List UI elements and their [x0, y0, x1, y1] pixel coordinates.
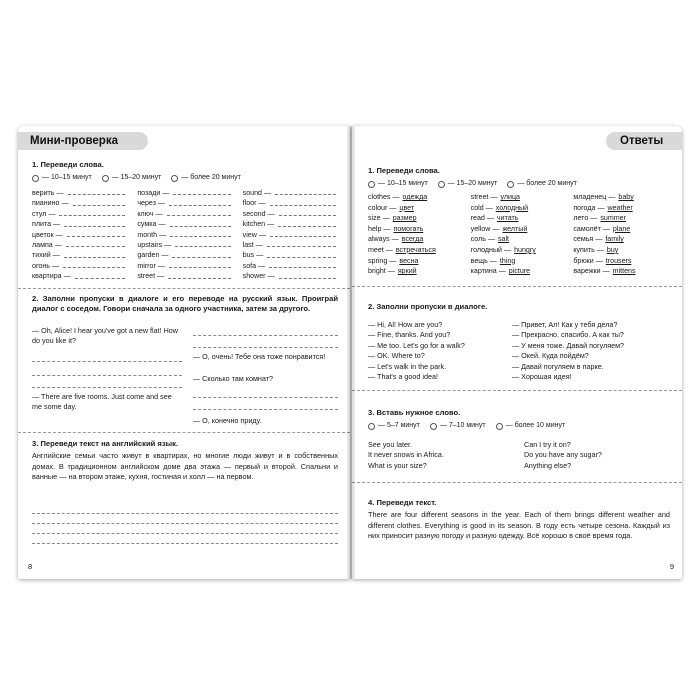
- blank-line: [32, 514, 338, 524]
- word-prompt: [32, 271, 127, 281]
- right-ex4-text: There are four different seasons in the year. Each of them brings different weather and different clothes. Everything is good in its season. В году есть четыре сезона. Каждый из них приносит разную погоду и разную одежду. Всё хорошо в своё время года.: [368, 510, 670, 541]
- neutral-face-icon: [102, 175, 109, 182]
- answer-lines: [32, 504, 338, 544]
- word-label: read —: [470, 214, 494, 223]
- word-prompt: [32, 250, 127, 260]
- word-translation: buy: [606, 245, 619, 254]
- dashed-separator: [18, 432, 350, 433]
- word-label: cold —: [470, 203, 493, 212]
- left-exercise-2: [32, 294, 338, 314]
- word-label: огонь —: [32, 261, 59, 270]
- word-translation: размер: [392, 214, 417, 223]
- blank-line: [169, 198, 231, 205]
- blank-line: [73, 198, 126, 205]
- happy-face-icon: [368, 423, 375, 430]
- word-translation: желтый: [502, 224, 528, 233]
- dialog-line: — У меня тоже. Давай погуляем?: [512, 340, 625, 350]
- word-label: ключ —: [137, 209, 163, 218]
- left-ex3-title: 3. Переведи текст на английский язык.: [32, 439, 179, 448]
- word-label: семья —: [573, 235, 603, 244]
- word-prompt: [32, 198, 127, 208]
- word-label: сумка —: [137, 220, 166, 229]
- word-answer: [368, 192, 463, 203]
- right-ex3-sentences-left: [368, 440, 518, 471]
- timing-label: — 10–15 минут: [378, 180, 428, 187]
- word-translation: одежда: [402, 193, 428, 201]
- word-prompt: [137, 240, 232, 250]
- word-label: соль —: [470, 235, 495, 244]
- timing-label: — 7–10 минут: [439, 422, 486, 429]
- word-answer: [573, 213, 668, 224]
- word-prompt: [137, 261, 232, 271]
- word-prompt: [32, 261, 127, 271]
- word-label: street —: [470, 193, 498, 201]
- word-translation: весна: [399, 256, 419, 265]
- word-translation: улица: [500, 193, 520, 201]
- word-answer: [573, 266, 668, 277]
- blank-line: [32, 524, 338, 534]
- word-translation: холодный: [495, 203, 529, 212]
- word-label: плита —: [32, 220, 61, 229]
- timing-label: — более 20 минут: [517, 180, 577, 187]
- word-label: картина —: [470, 267, 506, 276]
- word-translation: встречаться: [395, 245, 436, 254]
- timing-label: — 15–20 минут: [111, 174, 162, 181]
- right-ex3-sentences-right: [524, 440, 674, 471]
- right-ex2-title: 2. Заполни пропуски в диалоге.: [368, 302, 488, 311]
- word-prompt: [32, 188, 127, 198]
- neutral-face-icon: [438, 181, 445, 188]
- happy-face-icon: [368, 181, 375, 188]
- word-label: пианино —: [32, 199, 69, 208]
- word-label: yellow —: [470, 224, 500, 233]
- word-label: тихий —: [32, 251, 60, 260]
- blank-line: [168, 271, 231, 278]
- blank-line: [269, 261, 336, 268]
- word-label: позади —: [137, 189, 170, 197]
- word-label: цветок —: [32, 230, 63, 239]
- word-label: вещь —: [470, 256, 497, 265]
- word-label: view —: [242, 230, 266, 239]
- word-translation: baby: [618, 193, 634, 201]
- word-translation: weather: [607, 203, 633, 212]
- blank-line: [170, 219, 231, 226]
- word-label: лето —: [573, 214, 598, 223]
- dashed-separator: [352, 390, 682, 391]
- word-translation: помогать: [393, 224, 424, 233]
- word-prompt: [243, 250, 338, 260]
- word-prompt: [243, 198, 338, 208]
- left-ex3-text: Английские семьи часто живут в квартирах, но многие люди живут и в собственных домах. В традиционном английском доме два этажа — первый и второй. Спальни и ванные — на втором этаже, кухня, гостиная и холл — на первом.: [32, 451, 338, 482]
- left-ex1-timing: [32, 173, 338, 183]
- word-answer: [368, 266, 463, 277]
- word-translation: hungry: [514, 245, 536, 254]
- word-label: last —: [242, 240, 263, 249]
- word-answer: [368, 256, 463, 267]
- word-prompt: [137, 209, 232, 219]
- word-translation: mittens: [612, 267, 636, 276]
- blank-line: [66, 240, 126, 247]
- blank-line: [32, 352, 182, 362]
- word-label: street —: [137, 272, 165, 281]
- word-prompt: [243, 209, 338, 219]
- word-label: sofa —: [242, 261, 266, 270]
- word-prompt: [137, 219, 232, 229]
- timing-label: — 15–20 минут: [447, 180, 498, 187]
- word-label: garden —: [137, 251, 169, 260]
- word-answer: [471, 213, 566, 224]
- blank-line: [267, 240, 336, 247]
- right-page: [352, 126, 682, 579]
- word-prompt: [137, 271, 232, 281]
- blank-line: [270, 230, 336, 237]
- word-label: month —: [137, 230, 167, 239]
- word-prompt: [32, 240, 127, 250]
- dialog-line: — О, очень! Тебе она тоже понравится!: [193, 352, 326, 361]
- blank-line: [59, 209, 125, 216]
- word-prompt: [243, 261, 338, 271]
- right-exercise-3: [368, 408, 668, 431]
- word-label: через —: [137, 199, 166, 208]
- dialog-line: — That's a good idea!: [368, 372, 438, 382]
- right-ex2-dialog-en: [368, 320, 508, 382]
- dialog-line: See you later.: [368, 440, 412, 449]
- word-answer: [573, 224, 668, 235]
- page-number: 8: [28, 562, 33, 571]
- workbook-spread: [18, 126, 682, 579]
- dialog-line: Can I try it on?: [524, 440, 571, 449]
- mini-check-header: Мини-проверка: [18, 132, 148, 150]
- timing-label: — 10–15 минут: [42, 174, 92, 181]
- blank-line: [193, 338, 338, 348]
- timing-label: — более 10 минут: [505, 422, 566, 429]
- word-prompt: [243, 188, 338, 198]
- word-answer: [471, 203, 566, 214]
- right-exercise-4: [368, 498, 668, 508]
- word-label: купить —: [573, 245, 604, 254]
- left-ex1-title: 1. Переведи слова.: [32, 160, 104, 169]
- blank-line: [193, 326, 338, 336]
- blank-line: [64, 250, 126, 257]
- word-answer: [368, 224, 463, 235]
- word-label: always —: [368, 235, 399, 244]
- word-prompt: [137, 188, 232, 198]
- word-prompt: [32, 209, 127, 219]
- blank-line: [193, 388, 338, 398]
- dialog-line: — Сколько там комнат?: [193, 374, 274, 383]
- blank-line: [68, 188, 126, 195]
- blank-line: [270, 198, 336, 205]
- dialog-line: — О, конечно приду.: [193, 416, 262, 425]
- left-exercise-3: [32, 439, 338, 449]
- dialog-line: — Прекрасно, спасибо. А как ты?: [512, 330, 624, 340]
- dialog-line: It never snows in Africa.: [368, 450, 444, 460]
- word-answer: [368, 203, 463, 214]
- word-label: floor —: [242, 199, 266, 208]
- dialog-line: — Окей. Куда пойдём?: [512, 351, 589, 361]
- blank-line: [32, 534, 338, 544]
- right-ex3-timing: [368, 421, 668, 431]
- dashed-separator: [352, 482, 682, 483]
- word-prompt: [137, 198, 232, 208]
- word-translation: цвет: [399, 203, 415, 212]
- word-label: sound —: [242, 189, 272, 197]
- left-page: [18, 126, 350, 579]
- word-label: mirror —: [137, 261, 165, 270]
- word-label: size —: [368, 214, 390, 223]
- dialog-line: — Хорошая идея!: [512, 372, 572, 382]
- word-answer: [471, 245, 566, 256]
- right-ex4-title: 4. Переведи текст.: [368, 498, 437, 507]
- word-translation: summer: [600, 214, 626, 223]
- word-label: самолёт —: [573, 224, 610, 233]
- word-prompt: [32, 230, 127, 240]
- dialog-line: — Fine, thanks. And you?: [368, 330, 451, 340]
- dialog-line: — OK. Where to?: [368, 351, 425, 361]
- word-label: bright —: [368, 267, 395, 276]
- book-spine: [347, 126, 355, 579]
- dialog-line: — Привет, Ал! Как у тебя дела?: [512, 320, 618, 329]
- word-prompt: [243, 230, 338, 240]
- right-ex2-dialog-ru: [512, 320, 672, 382]
- word-prompt: [243, 271, 338, 281]
- word-translation: читать: [496, 214, 519, 223]
- word-prompt: [243, 219, 338, 229]
- blank-line: [64, 219, 125, 226]
- dialog-line: — Hi, Al! How are you?: [368, 320, 443, 329]
- blank-line: [193, 400, 338, 410]
- word-label: голодный —: [470, 245, 512, 254]
- word-prompt: [32, 219, 127, 229]
- blank-line: [32, 366, 182, 376]
- blank-line: [67, 230, 126, 237]
- word-label: clothes —: [368, 193, 400, 201]
- word-label: help —: [368, 224, 391, 233]
- blank-line: [278, 219, 336, 226]
- word-translation: thing: [499, 256, 516, 265]
- blank-line: [267, 250, 336, 257]
- dialog-line: Do you have any sugar?: [524, 450, 602, 460]
- word-translation: family: [605, 235, 624, 244]
- word-label: стул —: [32, 209, 56, 218]
- right-ex3-title: 3. Вставь нужное слово.: [368, 408, 461, 417]
- blank-line: [279, 209, 336, 216]
- word-label: upstairs —: [137, 240, 172, 249]
- word-label: младенец —: [573, 193, 616, 201]
- word-label: верить —: [32, 189, 64, 197]
- timing-label: — 5–7 минут: [378, 422, 420, 429]
- blank-line: [32, 504, 338, 514]
- word-label: варежки —: [573, 267, 610, 276]
- word-label: spring —: [368, 256, 397, 265]
- word-label: shower —: [242, 272, 275, 281]
- blank-line: [32, 378, 182, 388]
- answers-header: Ответы: [606, 132, 682, 150]
- sad-face-icon: [496, 423, 503, 430]
- word-translation: всегда: [401, 235, 424, 244]
- left-ex2-title: 2. Заполни пропуски в диалоге и его переводе на русский язык. Проиграй диалог с соседом. Говори сначала за одного участника, затем за другого.: [32, 294, 338, 313]
- right-word-grid: [368, 192, 668, 277]
- blank-line: [275, 188, 336, 195]
- blank-line: [169, 261, 231, 268]
- word-label: colour —: [368, 203, 397, 212]
- left-word-grid: [32, 188, 338, 282]
- right-exercise-1: [368, 166, 668, 189]
- word-label: bus —: [242, 251, 264, 260]
- word-prompt: [137, 230, 232, 240]
- word-answer: [368, 213, 463, 224]
- dialog-line: — There are five rooms. Just come and see me some day.: [32, 392, 172, 412]
- word-answer: [471, 192, 566, 203]
- blank-line: [175, 240, 230, 247]
- word-prompt: [243, 240, 338, 250]
- word-answer: [368, 245, 463, 256]
- right-ex1-timing: [368, 179, 668, 189]
- sad-face-icon: [507, 181, 514, 188]
- word-label: kitchen —: [242, 220, 275, 229]
- blank-line: [173, 188, 230, 195]
- word-label: погода —: [573, 203, 605, 212]
- blank-line: [63, 261, 125, 268]
- word-label: квартира —: [32, 272, 71, 281]
- word-answer: [573, 203, 668, 214]
- word-label: лампа —: [32, 240, 62, 249]
- word-answer: [573, 256, 668, 267]
- dialog-line: — Oh, Alice! I hear you've got a new flat! How do you like it?: [32, 326, 178, 346]
- sad-face-icon: [171, 175, 178, 182]
- blank-line: [167, 209, 231, 216]
- word-answer: [471, 266, 566, 277]
- word-translation: salt: [497, 235, 510, 244]
- word-answer: [573, 192, 668, 203]
- word-label: second —: [242, 209, 275, 218]
- word-translation: яркий: [397, 267, 417, 276]
- dashed-separator: [18, 288, 350, 289]
- dialog-line: Anything else?: [524, 460, 572, 470]
- word-answer: [471, 224, 566, 235]
- word-prompt: [137, 250, 232, 260]
- word-translation: plane: [612, 224, 631, 233]
- blank-line: [172, 250, 230, 257]
- word-label: meet —: [368, 245, 393, 254]
- neutral-face-icon: [430, 423, 437, 430]
- timing-label: — более 20 минут: [181, 174, 241, 181]
- word-answer: [368, 234, 463, 245]
- blank-line: [75, 271, 126, 278]
- word-label: брюки —: [573, 256, 603, 265]
- left-exercise-1: [32, 160, 338, 183]
- word-answer: [573, 234, 668, 245]
- dialog-line: — Me too. Let's go for a walk?: [368, 340, 465, 350]
- word-answer: [573, 245, 668, 256]
- word-answer: [471, 234, 566, 245]
- blank-line: [279, 271, 336, 278]
- dialog-line: What is your size?: [368, 460, 427, 470]
- dialog-line: — Давай погуляем в парке.: [512, 361, 604, 371]
- dialog-line: — Let's walk in the park.: [368, 361, 447, 371]
- blank-line: [170, 230, 231, 237]
- page-number: 9: [669, 562, 674, 571]
- word-translation: trousers: [605, 256, 632, 265]
- right-exercise-2: [368, 302, 668, 312]
- dashed-separator: [352, 286, 682, 287]
- word-answer: [471, 256, 566, 267]
- word-translation: picture: [508, 267, 531, 276]
- right-ex1-title: 1. Переведи слова.: [368, 166, 440, 175]
- happy-face-icon: [32, 175, 39, 182]
